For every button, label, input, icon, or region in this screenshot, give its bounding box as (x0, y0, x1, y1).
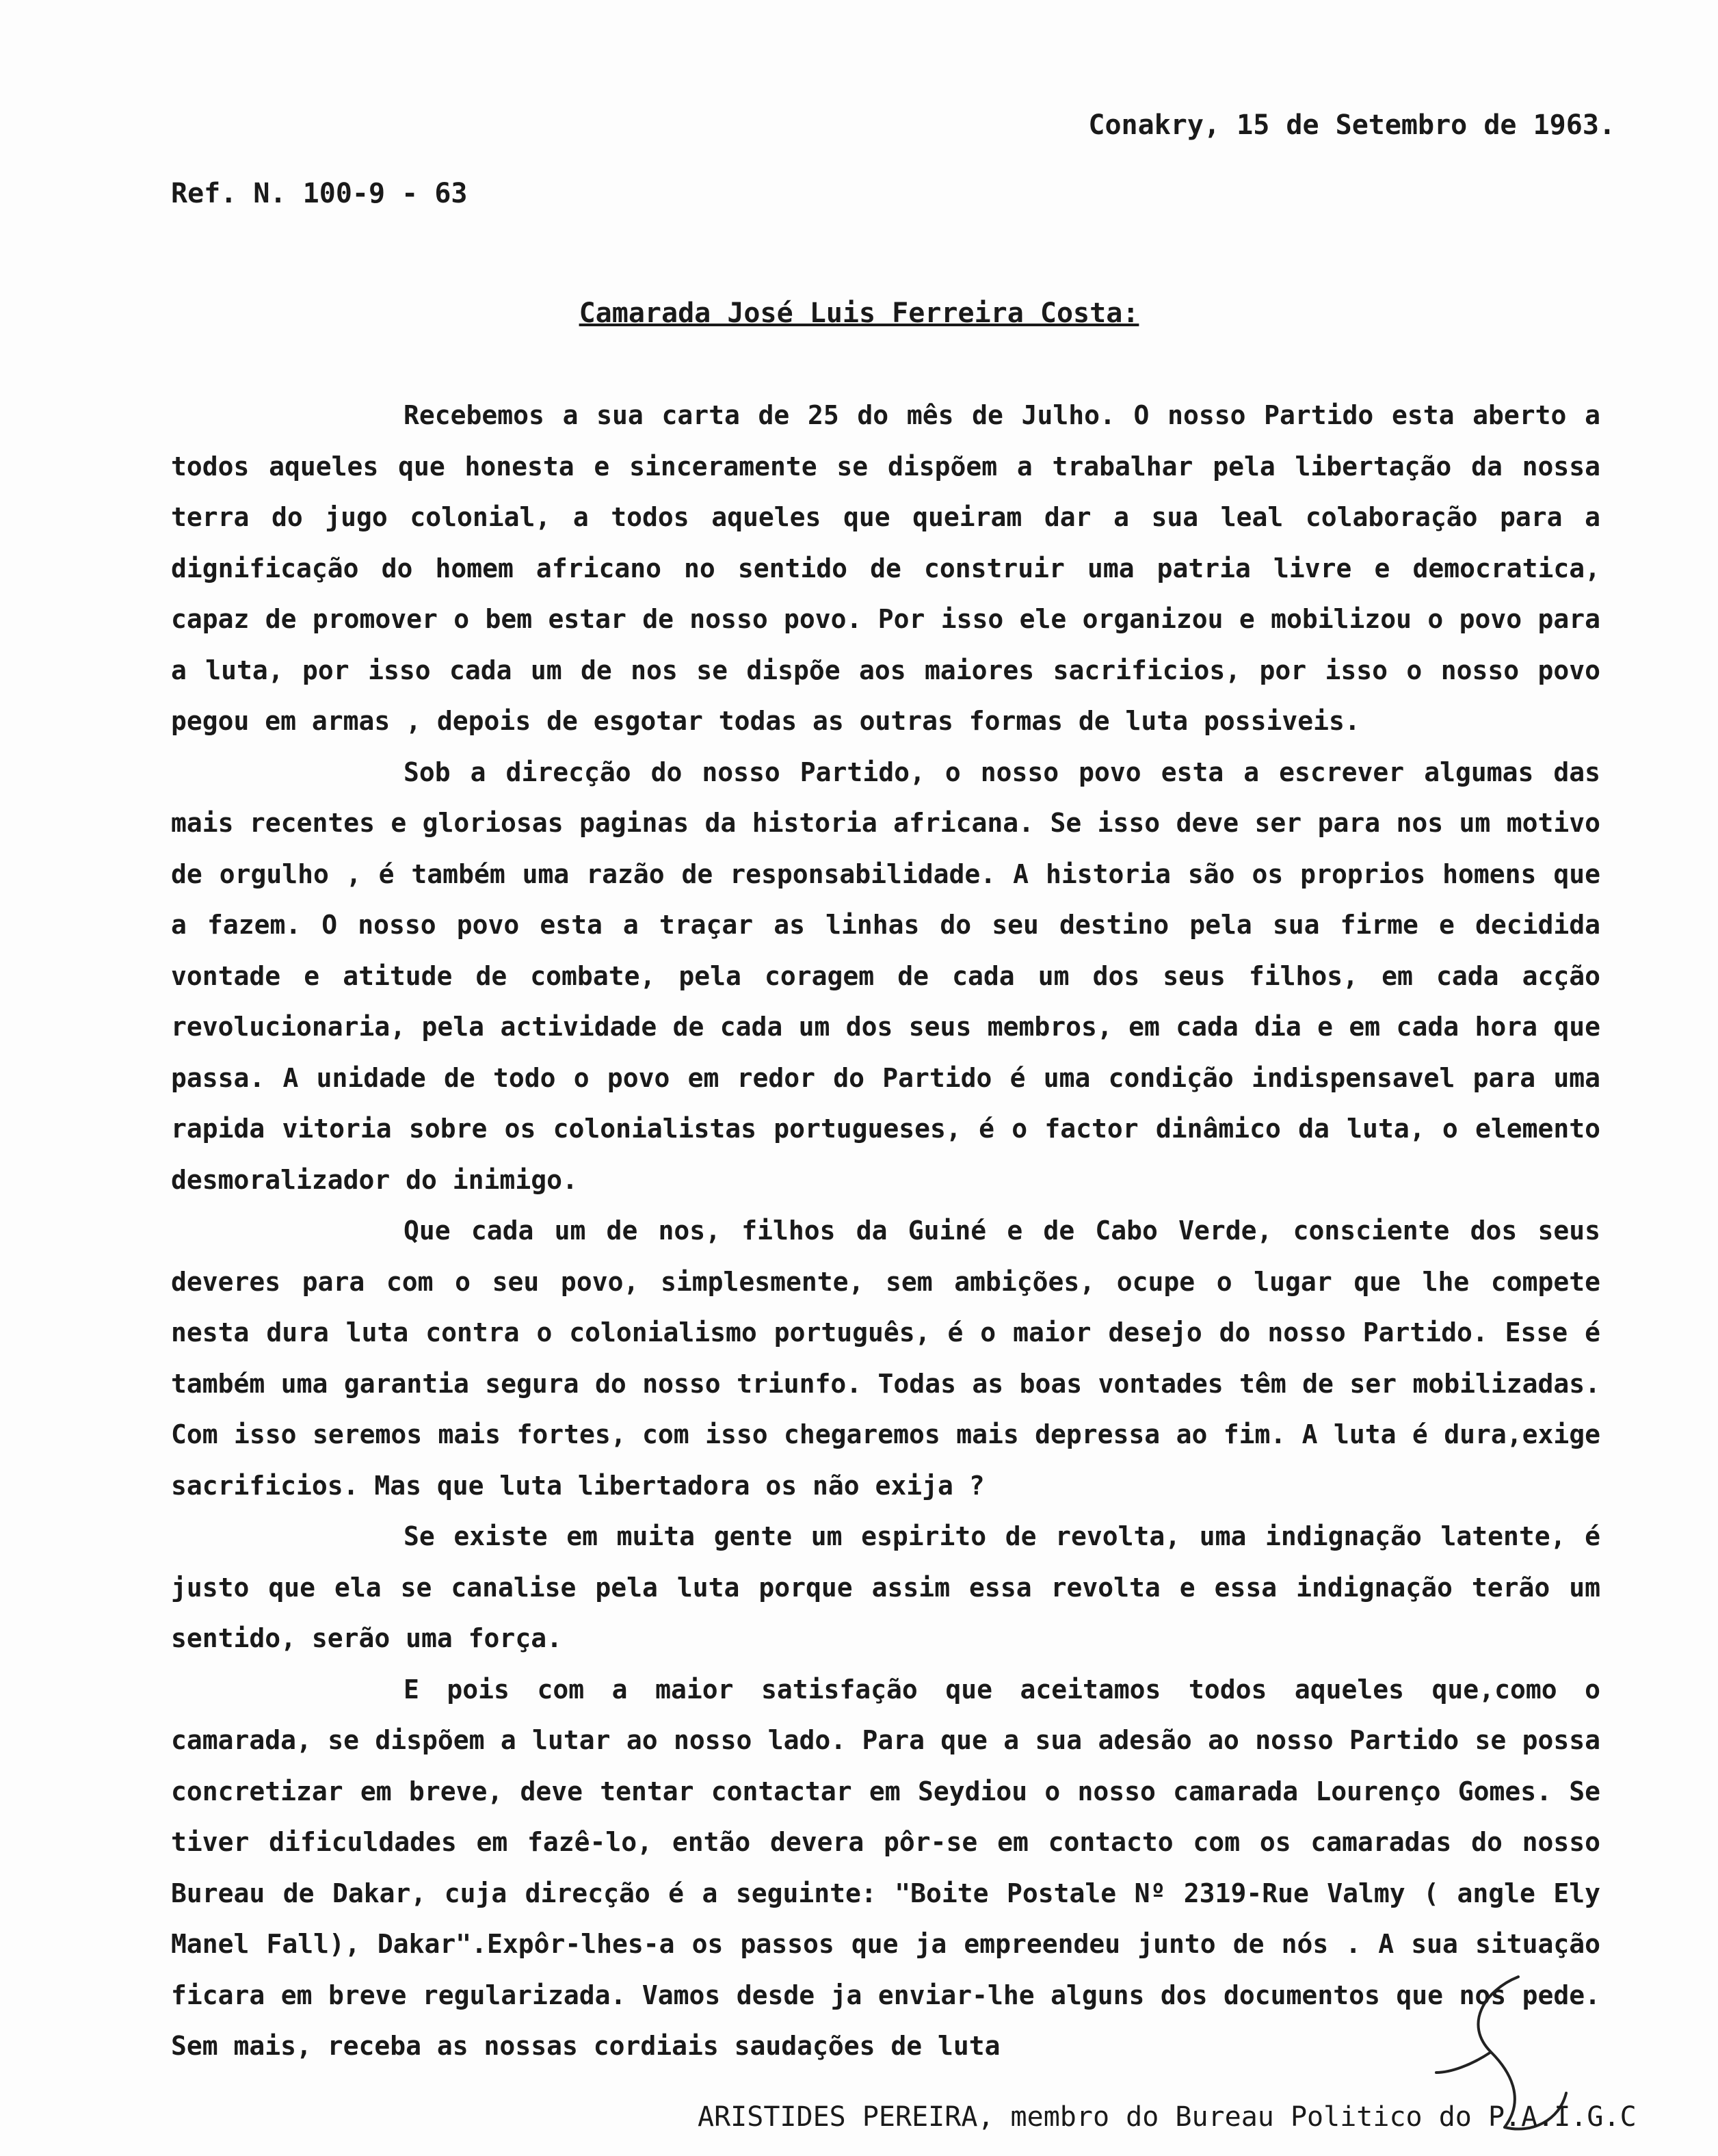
paragraph: Que cada um de nos, filhos da Guiné e de Cabo Verde, consciente dos seus deveres para com o seu povo, simplesmente, sem ambições, ocupe o lugar que lhe compete nesta dura luta contra o colonialismo português, é o maior desejo do nosso Partido. Esse é também uma garantia segura do nosso triunfo. Todas as boas vontades têm de ser mobilizadas. Com isso seremos mais fortes, com isso chegaremos mais depressa ao fim. A luta é dura,exige sacrificios. Mas que luta libertadora os não exija ? (171, 1215, 1600, 1501)
signature-line: ARISTIDES PEREIRA, membro do Bureau Politico do P.A.I.G.C (698, 2101, 1637, 2133)
letter-date: Conakry, 15 de Setembro de 1963. (1088, 109, 1615, 141)
letter-body (171, 390, 1600, 2072)
reference-number: Ref. N. 100-9 - 63 (171, 178, 468, 209)
paragraph: Sob a direcção do nosso Partido, o nosso povo esta a escrever algumas das mais recentes e gloriosas paginas da historia africana. Se isso deve ser para nos um motivo de orgulho , é também uma razão de responsabilidade. A historia são os proprios homens que a fazem. O nosso povo esta a traçar as linhas do seu destino pela sua firme e decidida vontade e atitude de combate, pela coragem de cada um dos seus filhos, em cada acção revolucionaria, pela actividade de cada um dos seus membros, em cada dia e em cada hora que passa. A unidade de todo o povo em redor do Partido é uma condição indispensavel para uma rapida vitoria sobre os colonialistas portugueses, é o factor dinâmico da luta, o elemento desmoralizador do inimigo. (171, 757, 1600, 1195)
salutation: Camarada José Luis Ferreira Costa: (579, 298, 1139, 329)
paragraph: Se existe em muita gente um espirito de revolta, uma indignação latente, é justo que ela se canalise pela luta porque assim essa revolta e essa indignação terão um sentido, serão uma força. (171, 1521, 1600, 1653)
paragraph: E pois com a maior satisfação que aceitamos todos aqueles que,como o camarada, se dispõem a lutar ao nosso lado. Para que a sua adesão ao nosso Partido se possa concretizar em breve, deve tentar contactar em Seydiou o nosso camarada Lourenço Gomes. Se tiver dificuldades em fazê-lo, então devera pôr-se em contacto com os camaradas do nosso Bureau de Dakar, cuja direcção é a seguinte: "Boite Postale Nº 2319-Rue Valmy ( angle Ely Manel Fall), Dakar".Expôr-lhes-a os passos que ja empreendeu junto de nós . A sua situação ficara em breve regularizada. Vamos desde ja enviar-lhe alguns dos documentos que nos pede. Sem mais, receba as nossas cordiais saudações de luta (171, 1674, 1600, 2061)
paragraph: Recebemos a sua carta de 25 do mês de Julho. O nosso Partido esta aberto a todos aqueles que honesta e sinceramente se dispõem a trabalhar pela libertação da nossa terra do jugo colonial, a todos aqueles que queiram dar a sua leal colaboração para a dignificação do homem africano no sentido de construir uma patria livre e democratica, capaz de promover o bem estar de nosso povo. Por isso ele organizou e mobilizou o povo para a luta, por isso cada um de nos se dispõe aos maiores sacrificios, por isso o nosso povo pegou em armas , depois de esgotar todas as outras formas de luta possiveis. (171, 400, 1600, 736)
